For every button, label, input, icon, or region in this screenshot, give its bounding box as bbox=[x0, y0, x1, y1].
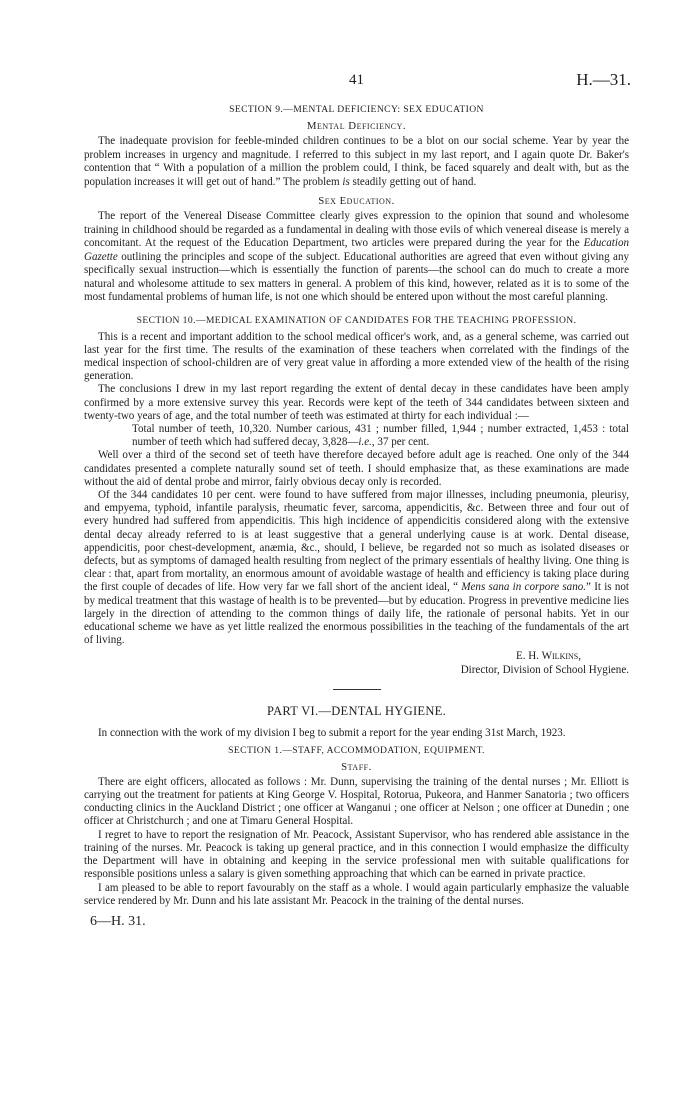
part-6-section-1-heading: SECTION 1.—STAFF, ACCOMMODATION, EQUIPMENT. bbox=[228, 744, 485, 756]
section-10-paragraph-4: Of the 344 candidates 10 per cent. were found to have suffered from major illnesses, including pneumonia, pleurisy, and empyema, typhoid, infantile paralysis, rheumatic fever, sarcoma, appendicitis, &c. Between three and four out of every hundred had suffered from appendicitis. This high incidence of appendicitis considered along with the extensive dental decay already referred to is at least suggestive that a general underlying cause is at work. Dental disease, appendicitis, poor chest-development, anæmia, &c., should, I believe, be regarded not so much as isolated diseases or defects, but as symptoms of damaged health resulting from neglect of the primary essentials of healthy living. One thing is clear : that, apart from mortality, an enormous amount of avoidable wastage of health and efficiency is taking place during the first couple of decades of life. How very far we fall short of the ancient ideal, “ Mens sana in corpore sano.” It is not by medical treatment that this wastage of health is to be prevented—but by education. Progress in preventive medicine lies largely in the direction of attending to the common things of daily life, the rationale of personal habits. Yet in our educational scheme we have as yet little realized the enormous possibilities in the teaching of the fundamentals of the art of living. bbox=[84, 488, 629, 647]
signature-role: Director, Division of School Hygiene. bbox=[460, 664, 629, 677]
page-number: 41 bbox=[349, 72, 364, 88]
sex-education-paragraph: The report of the Venereal Disease Committee clearly gives expression to the opinion that sound and wholesome training in childhood should be regarded as a fundamental in dealing with those evils of which venereal disease is merely a concomitant. At the request of the Education Department, two articles were prepared during the year for the Education Gazette outlining the principles and scope of the subject. Educational authorities are agreed that even without giving any specifically sexual instruction—which is essentially the function of parents—the school can do much to create a more natural and wholesome attitude to sex matters in general. A problem of this kind, however, related as it is to some of the most fundamental problems of human life, is not one which should be entered upon without the most careful planning. bbox=[84, 210, 629, 303]
staff-paragraph-1: There are eight officers, allocated as follows : Mr. Dunn, supervising the training of the dental nurses ; Mr. Elliott is carrying out the treatment for patients at King George V. Hospital, Rotorua, Pukeora, and Hanmer Sanatoria ; two officers conducting clinics in the Auckland District ; one officer at Wanganui ; one officer at Nelson ; one officer at Dunedin ; one officer at Christchurch ; and one at Timaru General Hospital. bbox=[84, 775, 629, 828]
signature-mark: 6—H. 31. bbox=[90, 913, 146, 929]
section-10-paragraph-2: The conclusions I drew in my last report regarding the extent of dental decay in these candidates have been amply confirmed by a more extensive survey this year. Records were kept of the teeth of 344 candidates between sixteen and twenty-two years of age, and the total number of teeth was estimated at thirty for each individual :— bbox=[84, 383, 629, 422]
section-9-heading: SECTION 9.—MENTAL DEFICIENCY: SEX EDUCATION bbox=[229, 104, 484, 115]
sex-education-subheading: Sex Education. bbox=[318, 195, 395, 207]
staff-paragraph-3: I am pleased to be able to report favourably on the staff as a whole. I would again particularly emphasize the valuable service rendered by Mr. Dunn and his late assistant Mr. Peacock in the training of the dental nurses. bbox=[84, 881, 629, 907]
page-header bbox=[84, 70, 629, 96]
mental-deficiency-subheading: Mental Deficiency. bbox=[306, 120, 407, 132]
section-10-paragraph-1: This is a recent and important addition to the school medical officer's work, and, as a general scheme, was carried out last year for the first time. The results of the examination of these teachers when correlated with the findings of the medical inspection of school-children are of very great value in affording a more extended view of the health of the rising generation. bbox=[84, 330, 629, 383]
teeth-statistics-quote: Total number of teeth, 10,320. Number carious, 431 ; number filled, 1,944 ; number extracted, 1,453 : total number of teeth which had suffered decay, 3,828—i.e., 37 per cent. bbox=[132, 422, 629, 449]
part-6-intro: In connection with the work of my division I beg to submit a report for the year ending 31st March, 1923. bbox=[98, 727, 566, 740]
section-divider bbox=[333, 689, 381, 690]
part-6-heading: PART VI.—DENTAL HYGIENE. bbox=[266, 704, 447, 719]
staff-subheading: Staff. bbox=[341, 760, 372, 773]
section-10-paragraph-3: Well over a third of the second set of teeth have therefore decayed before adult age is reached. One only of the 344 candidates presented a complete naturally sound set of teeth. I should emphasize that, as these examinations are made without the aid of dental probe and mirror, fairly obvious decay only is recorded. bbox=[84, 449, 629, 488]
mental-deficiency-paragraph: The inadequate provision for feeble-minded children continues to be a blot on our social scheme. Year by year the problem increases in urgency and magnitude. I referred to this subject in my last report, and I again quote Dr. Baker's contention that “ With a population of a million the problem could, I think, be faced squarely and dealt with, but as the population increases it will get out of hand.” The problem is steadily getting out of hand. bbox=[84, 135, 629, 188]
section-10-heading: SECTION 10.—MEDICAL EXAMINATION OF CANDIDATES FOR THE TEACHING PROFESSION. bbox=[136, 314, 577, 326]
staff-paragraph-2: I regret to have to report the resignation of Mr. Peacock, Assistant Supervisor, who has rendered able assistance in the training of the nurses. Mr. Peacock is taking up general practice, and in this connection I would emphasize the difficulty the Department will have in obtaining and keeping in the service professional men with suitable qualifications for responsible positions unless a salary is given something approaching that which can be earned in private practice. bbox=[84, 828, 629, 881]
signature-block bbox=[84, 649, 629, 677]
document-reference: H.—31. bbox=[576, 70, 631, 89]
signature-name: E. H. Wilkins, bbox=[516, 650, 581, 663]
document-page bbox=[84, 70, 629, 930]
